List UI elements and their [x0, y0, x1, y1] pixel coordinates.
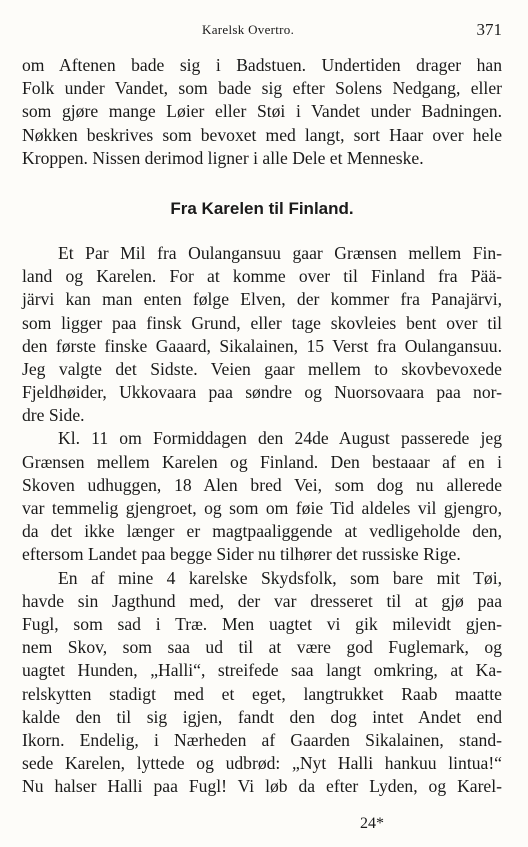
text-line: En af mine 4 karelske Skydsfolk, som bare mit Tøi, [58, 567, 502, 588]
text-line: relskytten stadigt med et eget, langtrukket Raab maatte [22, 683, 502, 704]
text-line: eftersom Landet paa begge Sider nu tilhører det russiske Rige. [22, 544, 461, 565]
text-line: land og Karelen. For at komme over til Finland fra Pää- [22, 266, 502, 287]
text-line: Kroppen. Nissen derimod ligner i alle Dele et Menneske. [22, 147, 424, 168]
text-line: da det ikke længer er magtpaaliggende at vedligeholde den, [22, 521, 502, 542]
text-line: Nu halser Halli paa Fugl! Vi løb da efter Lyden, og Karel- [22, 776, 502, 797]
signature-mark: 24* [360, 815, 384, 832]
text-line: Nøkken beskrives som bevoxet med langt, sort Haar over hele [22, 124, 502, 145]
page-number: 371 [476, 20, 502, 39]
text-line: kalde den til sig igjen, fandt den dog intet Andet end [22, 706, 502, 727]
text-line: den første finske Gaaard, Sikalainen, 15 Verst fra Oulangansuu. [22, 335, 502, 356]
text-line: nem Skov, som saa ud til at være god Fuglemark, og [22, 637, 502, 658]
text-line: Folk under Vandet, som bade sig efter Solens Nedgang, eller [22, 78, 502, 99]
text-line: järvi kan man enten følge Elven, der kommer fra Panajärvi, [22, 289, 502, 310]
text-line: som gjøre mange Løier eller Støi i Vandet under Badningen. [22, 101, 502, 122]
text-line: Skoven udhuggen, 18 Alen bred Vei, som dog nu allerede [22, 474, 502, 495]
body-text [22, 54, 502, 798]
page-header [22, 22, 502, 42]
text-line: Jeg valgte det Sidste. Veien gaar mellem to skovbevoxede [22, 358, 502, 379]
text-line: Kl. 11 om Formiddagen den 24de August passerede jeg [58, 428, 502, 449]
text-line: som ligger paa finsk Grund, eller tage skovleies bent over til [22, 312, 502, 333]
text-line: om Aftenen bade sig i Badstuen. Undertiden drager han [22, 55, 502, 75]
text-line: Fugl, som sad i Træ. Men uagtet vi gik milevidt gjen- [22, 613, 502, 634]
text-line: Ikorn. Endelig, i Nærheden af Gaarden Sikalainen, stand- [22, 729, 502, 750]
section-title: Fra Karelen til Finland. [170, 198, 354, 218]
text-line: havde sin Jagthund med, der var dresseret til at gjø paa [22, 590, 502, 611]
text-line: dre Side. [22, 405, 85, 426]
text-line: Fjeldhøider, Ukkovaara paa søndre og Nuorsovaara paa nor- [22, 382, 502, 403]
text-line: Grænsen mellem Karelen og Finland. Den bestaaar af en i [22, 451, 502, 472]
text-line: Et Par Mil fra Oulangansuu gaar Grænsen mellem Fin- [58, 242, 502, 263]
text-line: var temmelig gjengroet, og som om føie Tid aldeles vil gjengro, [22, 498, 502, 518]
running-title: Karelsk Overtro. [202, 22, 295, 37]
text-line: sede Karelen, lyttede og udbrød: „Nyt Halli hankuu lintua!“ [22, 753, 502, 774]
text-line: uagtet Hunden, „Halli“, streifede saa langt omkring, at Ka- [22, 660, 502, 681]
